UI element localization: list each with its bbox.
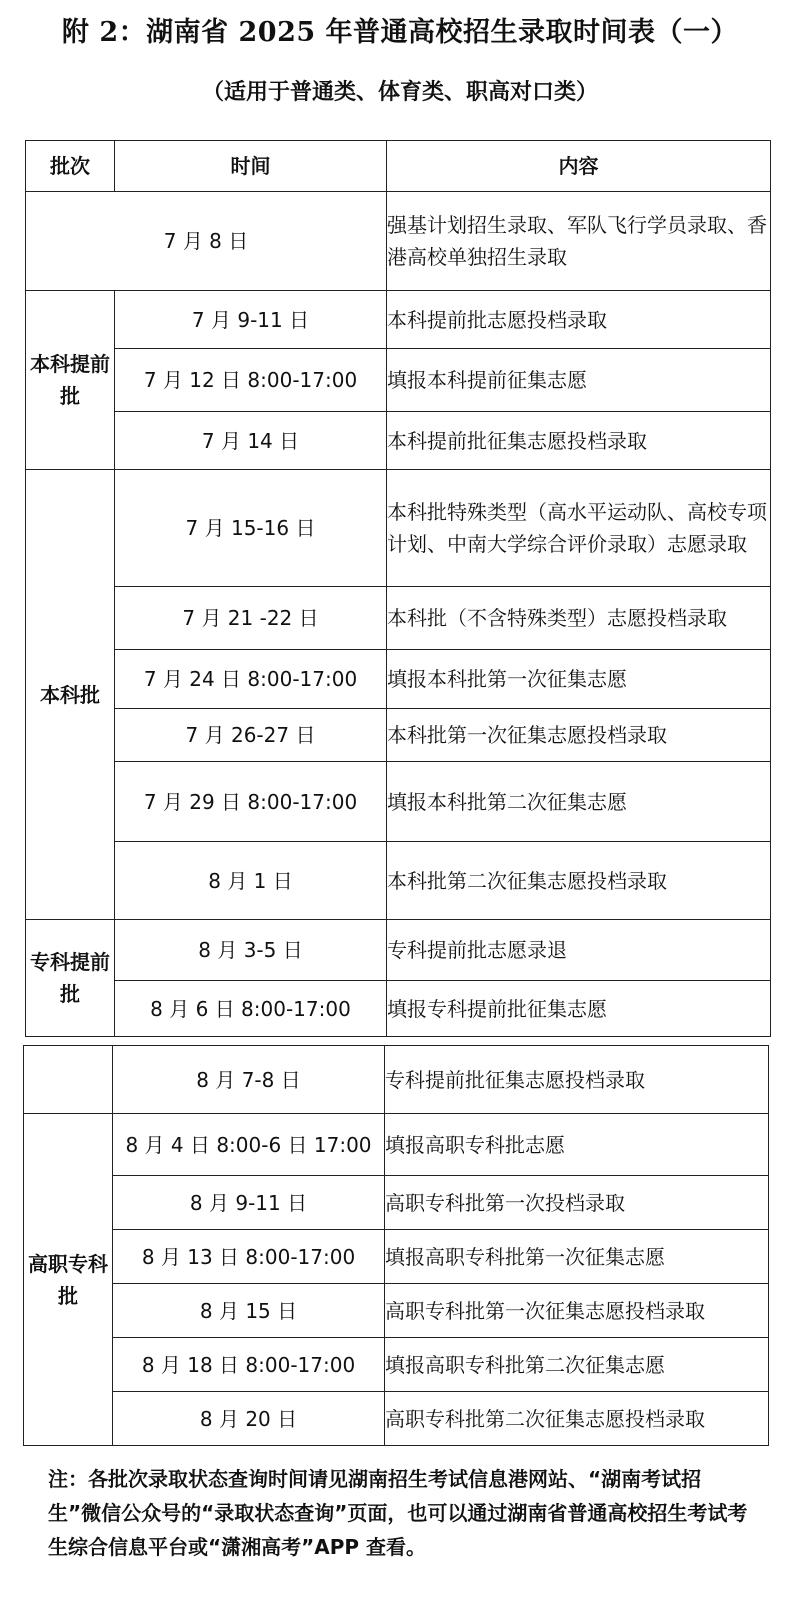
table-row (26, 291, 771, 349)
table-row (26, 981, 771, 1037)
time-cell: 8 月 6 日 8:00-17:00 (115, 981, 387, 1037)
table-row (26, 349, 771, 412)
schedule-table-part-1 (25, 140, 771, 1037)
content-cell: 本科批（不含特殊类型）志愿投档录取 (387, 587, 771, 650)
table-row (24, 1176, 769, 1230)
table-row (24, 1230, 769, 1284)
table-row (24, 1392, 769, 1446)
content-cell: 高职专科批第二次征集志愿投档录取 (385, 1392, 769, 1446)
table-row (24, 1284, 769, 1338)
table-row (26, 412, 771, 470)
batch-cell-zhuanke-tiqian: 专科提前批 (26, 920, 115, 1037)
document-subtitle: （适用于普通类、体育类、职高对口类） (201, 79, 598, 105)
content-cell: 填报高职专科批第二次征集志愿 (385, 1338, 769, 1392)
content-cell: 本科提前批志愿投档录取 (387, 291, 771, 349)
content-cell: 强基计划招生录取、军队飞行学员录取、香港高校单独招生录取 (387, 192, 771, 291)
table-row (24, 1114, 769, 1176)
time-cell: 8 月 4 日 8:00-6 日 17:00 (113, 1114, 385, 1176)
table-row (26, 587, 771, 650)
content-cell: 本科批第一次征集志愿投档录取 (387, 709, 771, 762)
header-content: 内容 (387, 141, 771, 192)
time-cell: 7 月 24 日 8:00-17:00 (115, 650, 387, 709)
content-cell: 填报高职专科批第一次征集志愿 (385, 1230, 769, 1284)
table-row (26, 709, 771, 762)
document-title: 附 2：湖南省 2025 年普通高校招生录取时间表（一） (61, 17, 739, 48)
header-batch: 批次 (26, 141, 115, 192)
table-row (26, 650, 771, 709)
time-cell: 7 月 26-27 日 (115, 709, 387, 762)
time-cell: 7 月 21 -22 日 (115, 587, 387, 650)
time-cell: 8 月 7-8 日 (113, 1046, 385, 1114)
time-cell: 8 月 20 日 (113, 1392, 385, 1446)
table-header-row (26, 141, 771, 192)
table-row (24, 1046, 769, 1114)
time-cell: 8 月 18 日 8:00-17:00 (113, 1338, 385, 1392)
batch-cell-benke: 本科批 (26, 470, 115, 920)
content-cell: 填报本科批第二次征集志愿 (387, 762, 771, 842)
schedule-table-part-2 (23, 1045, 769, 1446)
time-cell: 8 月 3-5 日 (115, 920, 387, 981)
content-cell: 高职专科批第一次投档录取 (385, 1176, 769, 1230)
time-cell: 7 月 12 日 8:00-17:00 (115, 349, 387, 412)
time-cell: 8 月 1 日 (115, 842, 387, 920)
time-cell: 8 月 13 日 8:00-17:00 (113, 1230, 385, 1284)
batch-cell-benke-tiqian: 本科提前批 (26, 291, 115, 470)
table-row (26, 470, 771, 587)
content-cell: 高职专科批第一次征集志愿投档录取 (385, 1284, 769, 1338)
content-cell: 填报专科提前批征集志愿 (387, 981, 771, 1037)
table-row (26, 762, 771, 842)
time-cell: 7 月 9-11 日 (115, 291, 387, 349)
time-cell: 7 月 29 日 8:00-17:00 (115, 762, 387, 842)
time-cell: 8 月 9-11 日 (113, 1176, 385, 1230)
content-cell: 填报本科提前征集志愿 (387, 349, 771, 412)
time-cell: 7 月 8 日 (26, 192, 387, 291)
time-cell: 7 月 15-16 日 (115, 470, 387, 587)
content-cell: 专科提前批志愿录退 (387, 920, 771, 981)
table-row (24, 1338, 769, 1392)
content-cell: 专科提前批征集志愿投档录取 (385, 1046, 769, 1114)
time-cell: 7 月 14 日 (115, 412, 387, 470)
batch-cell-gaozhi-zhuanke: 高职专科批 (24, 1114, 113, 1446)
table-row (26, 842, 771, 920)
table-row (26, 920, 771, 981)
batch-cell-empty (24, 1046, 113, 1114)
content-cell: 本科批特殊类型（高水平运动队、高校专项计划、中南大学综合评价录取）志愿录取 (387, 470, 771, 587)
content-cell: 本科批第二次征集志愿投档录取 (387, 842, 771, 920)
content-cell: 填报高职专科批志愿 (385, 1114, 769, 1176)
content-cell: 填报本科批第一次征集志愿 (387, 650, 771, 709)
header-time: 时间 (115, 141, 387, 192)
footnote: 注：各批次录取状态查询时间请见湖南招生考试信息港网站、“湖南考试招生”微信公众号的“录取状态查询”页面，也可以通过湖南省普通高校招生考试考生综合信息平台或“潇湘高考”APP 查看。 (48, 1467, 748, 1559)
content-cell: 本科提前批征集志愿投档录取 (387, 412, 771, 470)
table-row (26, 192, 771, 291)
time-cell: 8 月 15 日 (113, 1284, 385, 1338)
